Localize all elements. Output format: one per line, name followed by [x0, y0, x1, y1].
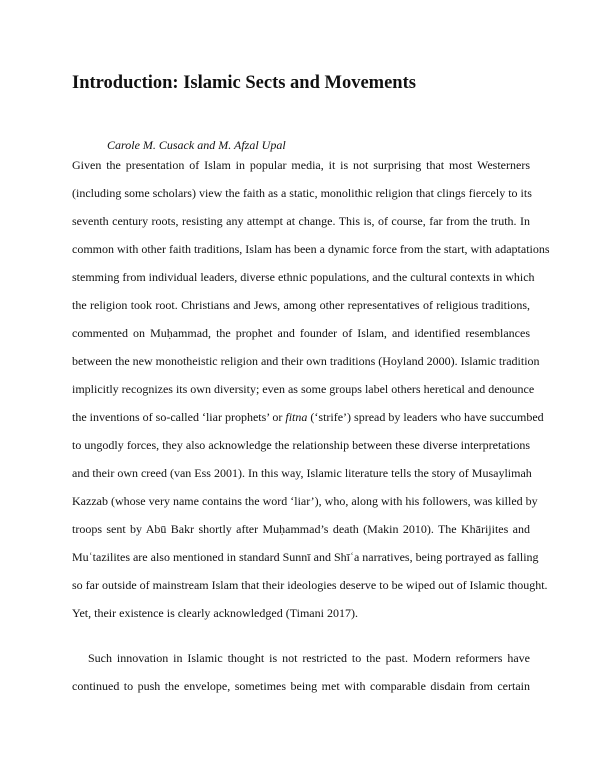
body-paragraph-1 — [72, 157, 550, 633]
author-line: Carole M. Cusack and M. Afzal Upal — [107, 138, 286, 152]
text-line: so far outside of mainstream Islam that their ideologies deserve to be wiped out of Islamic thought. — [72, 578, 548, 592]
text-line: common with other faith traditions, Islam has been a dynamic force from the start, with adaptations — [72, 242, 550, 256]
text-line: (including some scholars) view the faith as a static, monolithic religion that clings fiercely to its — [72, 186, 532, 200]
text-line: Yet, their existence is clearly acknowledged (Timani 2017). — [72, 606, 358, 620]
text-line: continued to push the envelope, sometimes being met with comparable disdain from certain — [72, 679, 530, 693]
text-line: and their own creed (van Ess 2001). In this way, Islamic literature tells the story of Musaylimah — [72, 466, 532, 480]
text-line: implicitly recognizes its own diversity; even as some groups label others heretical and denounce — [72, 382, 535, 396]
text-line-with-italic: the inventions of so-called ‘liar prophets’ or fitna (‘strife’) spread by leaders who have succumbed — [72, 410, 544, 424]
text-line: Kazzab (whose very name contains the word ‘liar’), who, along with his followers, was killed by — [72, 494, 538, 508]
text-line: troops sent by Abū Bakr shortly after Muḥammad’s death (Makin 2010). The Khārijites and — [72, 522, 530, 536]
page-title: Introduction: Islamic Sects and Movements — [72, 73, 416, 93]
text-line: the religion took root. Christians and Jews, among other representatives of religious traditions, — [72, 298, 530, 312]
text-line: to ungodly forces, they also acknowledge the relationship between these diverse interpretations — [72, 438, 530, 452]
text-line: Given the presentation of Islam in popular media, it is not surprising that most Westerners — [72, 158, 530, 172]
text-line: stemming from individual leaders, diverse ethnic populations, and the cultural contexts in which — [72, 270, 535, 284]
text-line: between the new monotheistic religion and their own traditions (Hoyland 2000). Islamic tradition — [72, 354, 540, 368]
text-line: commented on Muḥammad, the prophet and founder of Islam, and identified resemblances — [72, 326, 530, 340]
text-line: seventh century roots, resisting any attempt at change. This is, of course, far from the truth. In — [72, 214, 530, 228]
italic-term: fitna — [285, 410, 308, 424]
text-line: Such innovation in Islamic thought is not restricted to the past. Modern reformers have — [88, 651, 530, 665]
text-line: Muʿtazilites are also mentioned in standard Sunnī and Shīʿa narratives, being portrayed as falling — [72, 550, 539, 564]
body-paragraph-2 — [72, 650, 530, 706]
